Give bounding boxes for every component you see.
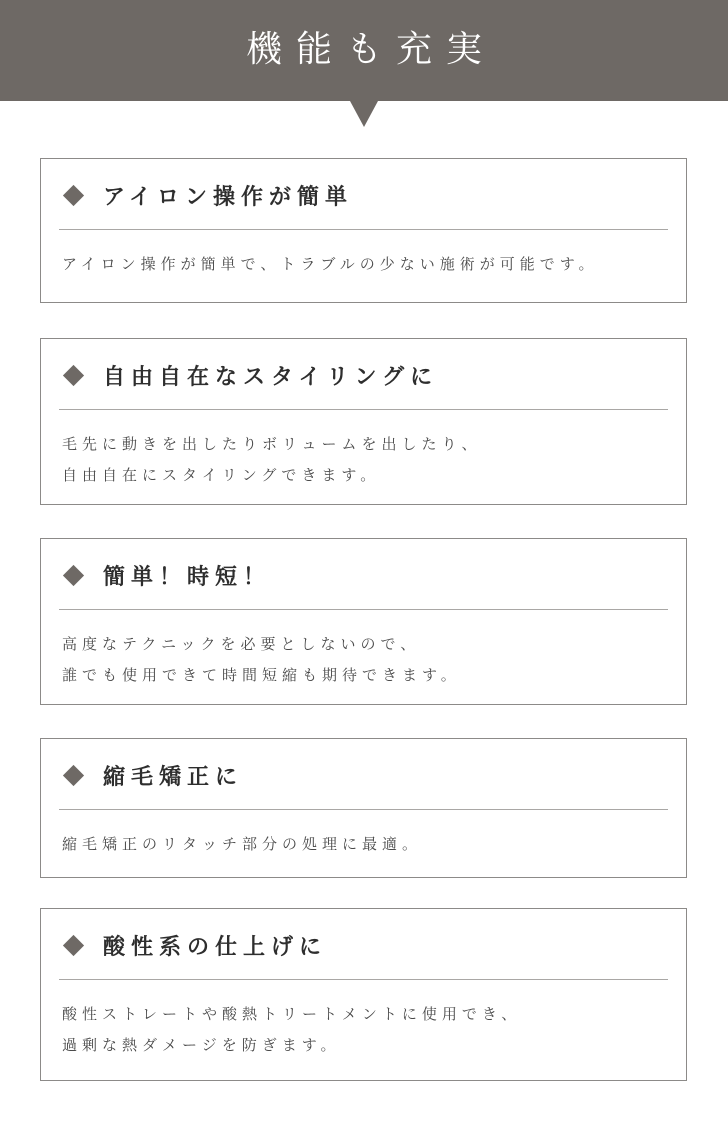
feature-card-header — [61, 927, 327, 963]
feature-card — [40, 338, 687, 505]
description-line: 自由自在にスタイリングできます。 — [62, 466, 381, 484]
feature-description — [62, 829, 422, 860]
feature-title: アイロン操作が簡単 — [103, 184, 354, 210]
feature-title: 簡単！時短！ — [103, 564, 272, 590]
header-banner — [0, 0, 728, 101]
banner-arrow-icon — [350, 101, 378, 127]
divider — [59, 609, 668, 610]
feature-description — [62, 629, 461, 691]
description-line: 誰でも使用できて時間短縮も期待できます。 — [62, 666, 461, 684]
diamond-bullet-icon — [63, 364, 84, 385]
description-line: 高度なテクニックを必要としないので、 — [62, 635, 421, 653]
description-line: 縮毛矯正のリタッチ部分の処理に最適。 — [62, 835, 423, 853]
feature-title: 縮毛矯正に — [103, 764, 244, 790]
description-line: アイロン操作が簡単で、トラブルの少ない施術が可能です。 — [62, 255, 599, 273]
feature-description — [62, 999, 521, 1061]
divider — [59, 979, 668, 980]
diamond-bullet-icon — [63, 934, 84, 955]
feature-card-header — [61, 557, 271, 593]
feature-card — [40, 738, 687, 878]
description-line: 酸性ストレートや酸熱トリートメントに使用でき、 — [62, 1005, 522, 1023]
page-title: 機能も充実 — [245, 29, 496, 70]
feature-title: 酸性系の仕上げに — [103, 934, 328, 960]
feature-card-header — [61, 357, 438, 393]
feature-title: 自由自在なスタイリングに — [103, 364, 439, 390]
divider — [59, 809, 668, 810]
feature-card — [40, 538, 687, 705]
description-line: 過剰な熱ダメージを防ぎます。 — [62, 1036, 341, 1054]
feature-card — [40, 908, 687, 1081]
feature-description — [62, 249, 599, 280]
feature-card — [40, 158, 687, 303]
diamond-bullet-icon — [63, 564, 84, 585]
diamond-bullet-icon — [63, 184, 84, 205]
divider — [59, 229, 668, 230]
description-line: 毛先に動きを出したりボリュームを出したり、 — [62, 435, 482, 453]
feature-description — [62, 429, 482, 491]
diamond-bullet-icon — [63, 764, 84, 785]
feature-card-header — [61, 177, 353, 213]
divider — [59, 409, 668, 410]
feature-card-header — [61, 757, 243, 793]
